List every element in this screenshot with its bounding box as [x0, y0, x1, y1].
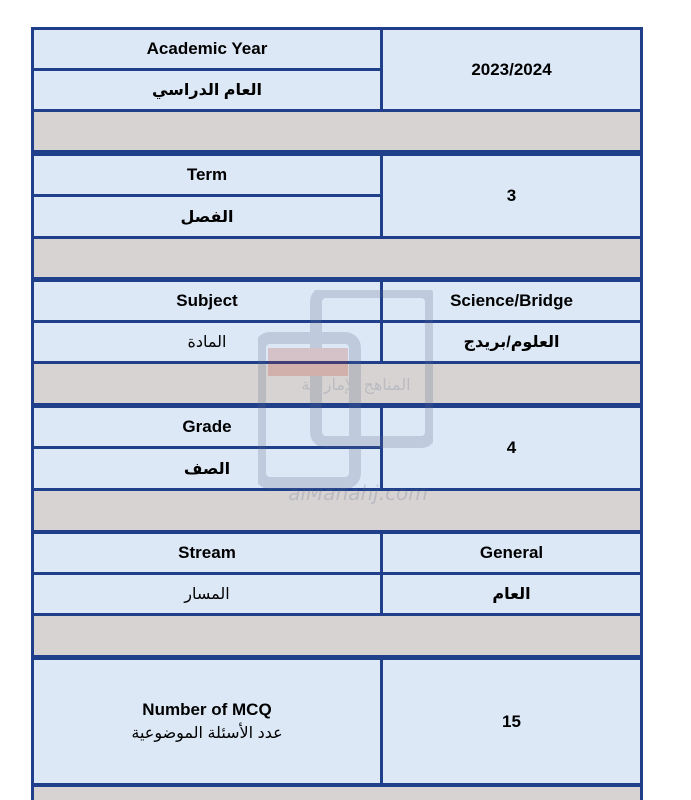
subject-label-ar: المادة	[34, 323, 380, 361]
grade-value: 4	[383, 408, 640, 488]
stream-label-ar: المسار	[34, 575, 380, 613]
subject-value-ar: العلوم/بريدج	[383, 323, 640, 361]
mcq-label	[34, 660, 380, 783]
stream-value-en: General	[383, 534, 640, 572]
separator	[34, 491, 640, 530]
term-value: 3	[383, 156, 640, 236]
mcq-label-en: Number of MCQ	[142, 699, 272, 719]
separator	[34, 364, 640, 403]
grade-label-en: Grade	[34, 408, 380, 446]
subject-label-en: Subject	[34, 282, 380, 320]
academic-year-value: 2023/2024	[383, 30, 640, 109]
watermark-text-en: alManahj.com	[288, 481, 428, 505]
separator	[34, 239, 640, 277]
subject-value-en: Science/Bridge	[383, 282, 640, 320]
stream-value-ar: العام	[383, 575, 640, 613]
separator	[34, 787, 640, 800]
info-table	[31, 27, 643, 800]
grade-label-ar: الصف	[34, 449, 380, 488]
term-label-ar: الفصل	[34, 197, 380, 236]
academic-year-label-ar: العام الدراسي	[34, 71, 380, 109]
term-label-en: Term	[34, 156, 380, 194]
separator	[34, 616, 640, 655]
academic-year-label-en: Academic Year	[34, 30, 380, 68]
stream-label-en: Stream	[34, 534, 380, 572]
separator	[34, 112, 640, 150]
mcq-value: 15	[383, 660, 640, 783]
watermark-text-ar: المناهج الإماراتية	[301, 375, 411, 394]
mcq-label-ar: عدد الأسئلة الموضوعية	[131, 724, 283, 742]
